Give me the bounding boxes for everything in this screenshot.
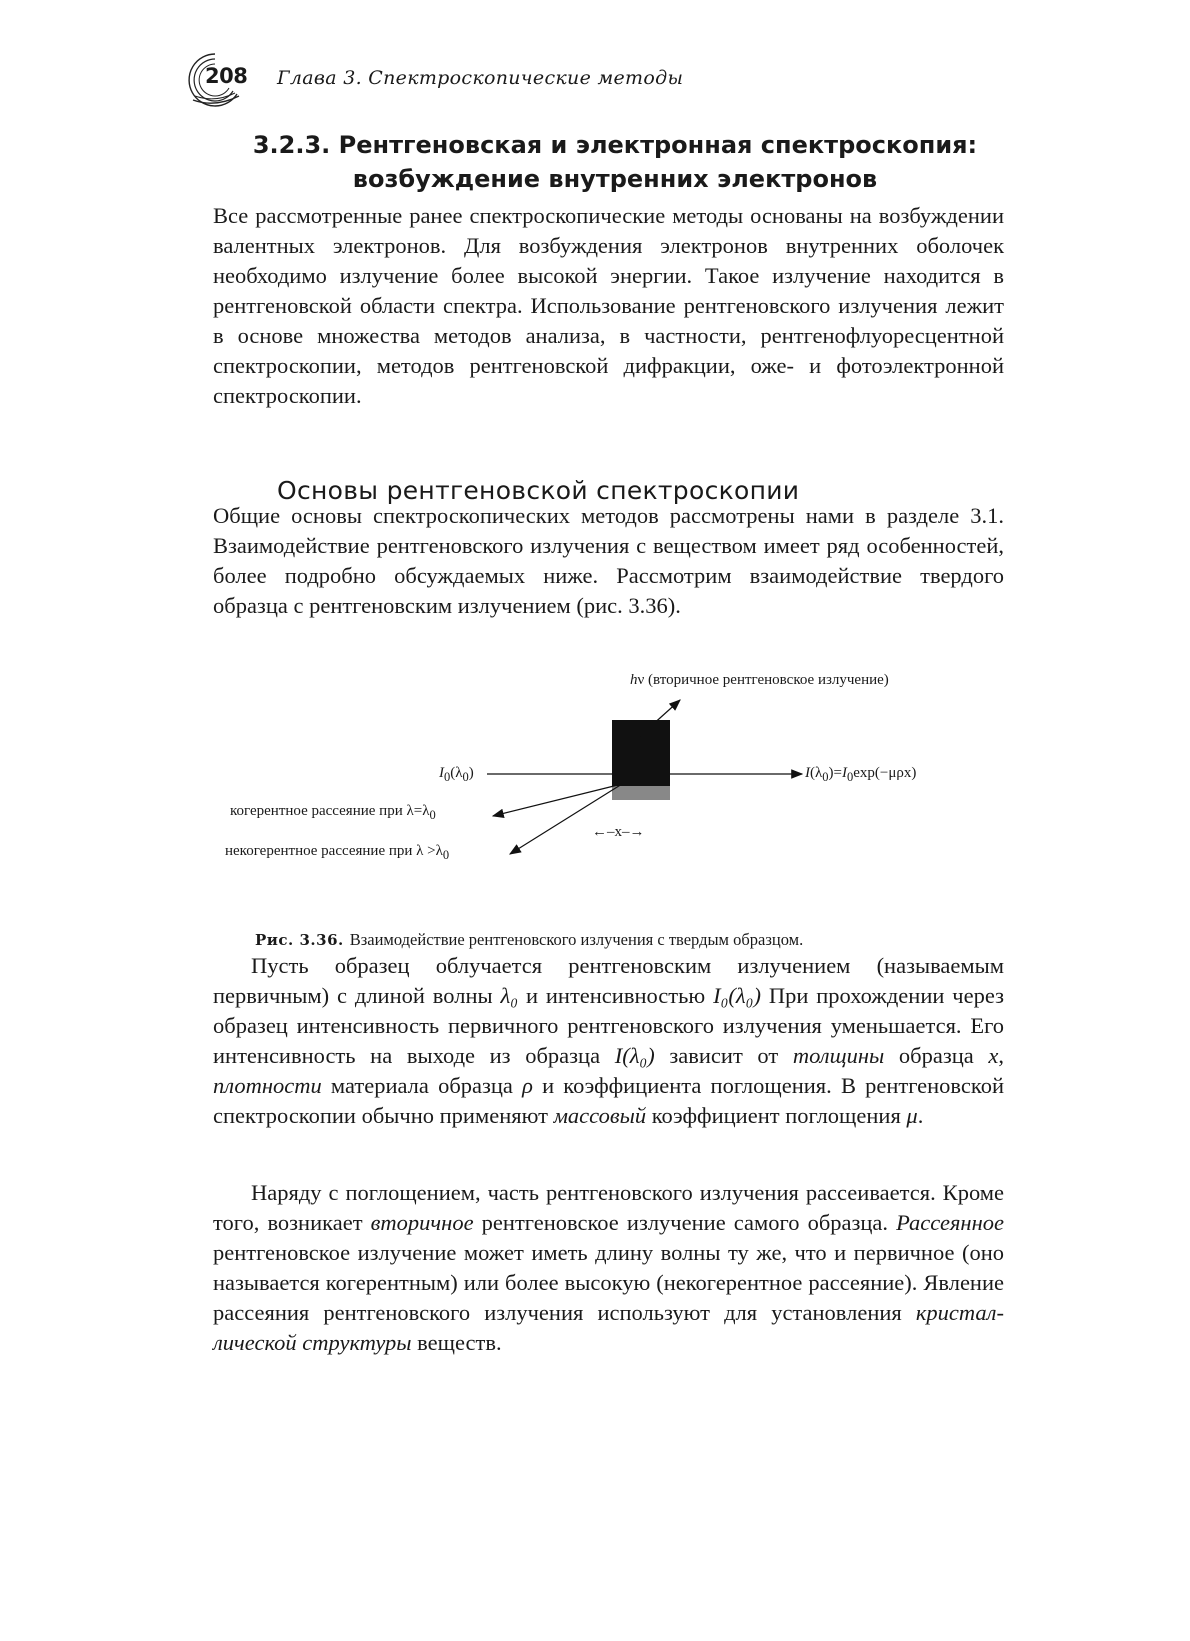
caption-text: Взаимодействие рентгеновского излучения с твердым образцом.	[349, 930, 804, 949]
paragraph-basics: Общие основы спектроскопических методов рассмотрены нами в разделе 3.1. Взаимодействие рентгеновского излучения с веществом имеет ряд особенностей, более подробно обсуждаемых ниже. Рассмотрим взаимодействие твердого образца с рентгеновским излучением (рис. 3.36).	[213, 503, 1004, 618]
section-title-line-1: 3.2.3. Рентгеновская и электронная спектроскопия:	[252, 131, 978, 159]
label-thickness: ←–x–→	[592, 824, 645, 840]
paragraph-scattering: Наряду с поглощением, часть рентгеновского излучения рассеивается. Кроме того, возникает вторичное рентгеновское излучение самого образца. Рассеянное рентгеновское излучение может иметь длину волны ту же, что и первичное (оно называется когерентным) или более высокую (некогерентное рассеяние). Явление рассеяния рентгеновского излучения используют для установления кристаллической структуры веществ.	[213, 1180, 1004, 1355]
figure-xray-interaction	[225, 672, 1005, 918]
section-title-line-2: возбуждение внутренних электронов	[352, 165, 878, 193]
coherent-scatter-arrow	[493, 784, 622, 816]
label-incident-intensity: $I_0(\lambda_0)$	[439, 765, 474, 784]
page-number: 208	[205, 64, 248, 88]
paragraph-absorption: Пусть образец облучается рентгеновским излучением (называемым первичным) с длиной волны λ₀ и интенсивностью I₀(λ₀) При прохождении через образец интенсивность первичного рентгеновского излучения уменьшается. Его интенсивность на выходе из образца I(λ₀) зависит от толщины образца x, плотности материала образца ρ и коэффициента поглощения. В рентгеновской спектроскопии обычно применяют массовый коэффициент поглощения μ.	[213, 953, 1004, 1128]
subsection-title: Основы рентгеновской спектроскопии	[277, 476, 800, 505]
paragraph-intro: Все рассмотренные ранее спектроскопические методы основаны на возбуждении валентных электронов. Для возбуждения электронов внутренних оболочек необходимо излучение более высокой энергии. Такое излучение находится в рентгеновской области спектра. Использование рентгеновского излучения лежит в основе множества методов анализа, в частности, рентгенофлуоресцентной спектроскопии, методов рентгеновской дифракции, оже- и фотоэлектронной спектроскопии.	[213, 203, 1004, 408]
incoherent-scatter-arrow	[510, 784, 622, 854]
section-title	[230, 128, 1000, 196]
label-coherent-scattering: когерентное рассеяние при $\lambda=\lambda_0$	[230, 803, 436, 822]
caption-number: Рис. 3.36.	[255, 931, 344, 949]
figure-caption	[255, 930, 803, 950]
label-transmitted-intensity: $I(\lambda_0)=I_0\exp(-\mu\rho x)$	[805, 765, 917, 784]
sample-block	[612, 720, 670, 786]
chapter-title: Глава 3. Спектроскопические методы	[277, 67, 684, 89]
sample-block-edge	[612, 786, 670, 800]
running-head	[185, 50, 985, 110]
label-incoherent-scattering: некогерентное рассеяние при $\lambda >\lambda_0$	[225, 843, 450, 862]
label-secondary-radiation: hν (вторичное рентгеновское излучение)	[630, 672, 889, 688]
